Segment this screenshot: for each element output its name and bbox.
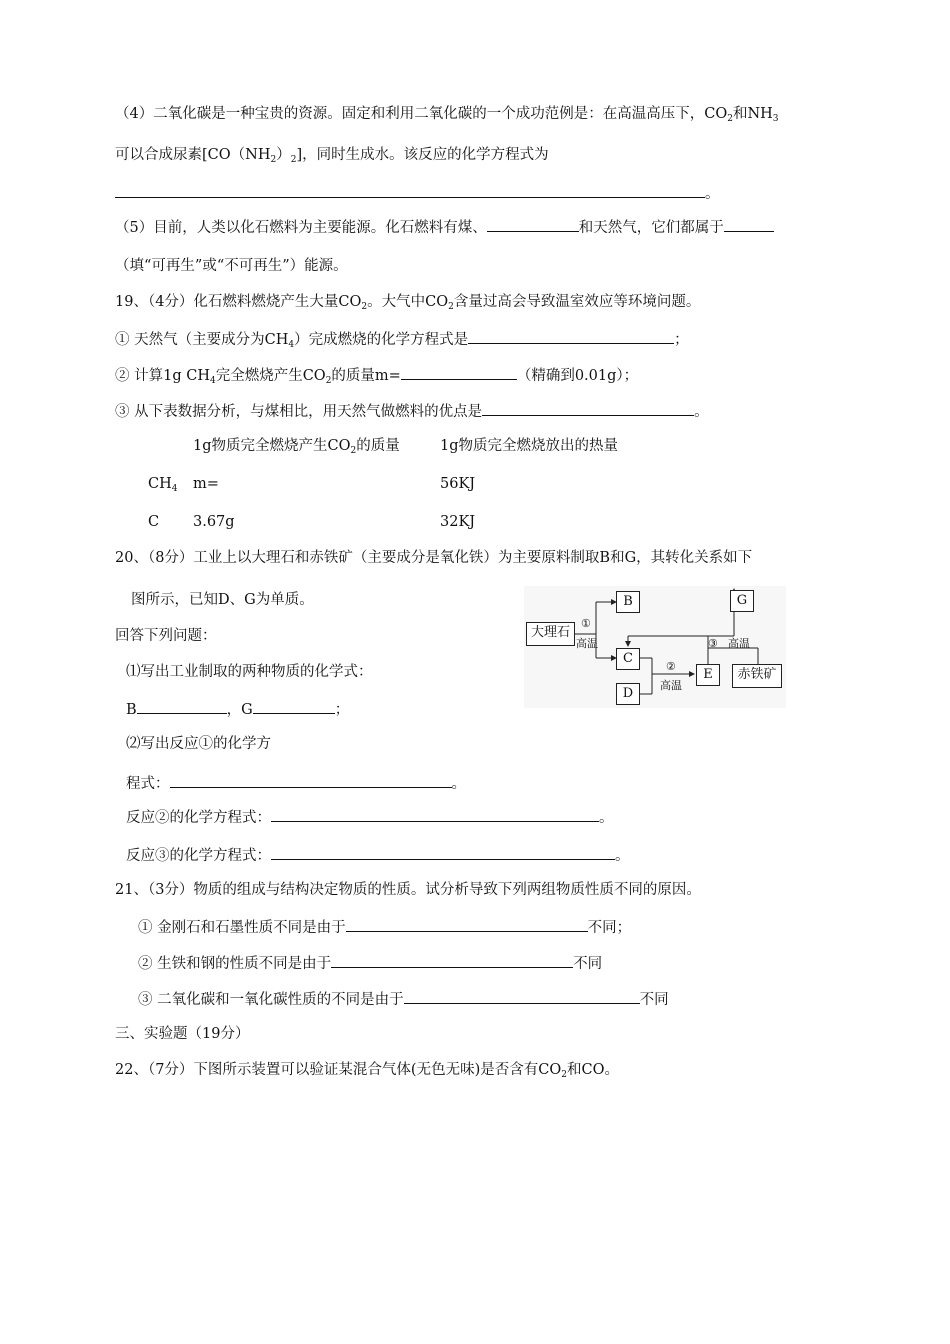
sub: 2: [361, 302, 368, 312]
q21-item3: [138, 988, 669, 1010]
text: 。: [615, 848, 630, 864]
text: ]，同时生成水。该反应的化学方程式为: [296, 147, 549, 163]
answer-blank[interactable]: [468, 328, 674, 344]
q18-p4-line1: [115, 104, 779, 129]
q20-head2: 图所示，已知D、G为单质。: [131, 592, 314, 608]
text: ，G: [226, 702, 253, 718]
q20-s2-eq: [126, 772, 466, 794]
table-row-ch4-heat: 56KJ: [440, 476, 476, 492]
text: ① 天然气（主要成分为CH: [115, 332, 289, 348]
node-g: G: [730, 590, 754, 612]
answer-blank[interactable]: [137, 698, 227, 714]
text: （4）二氧化碳是一种宝贵的资源。固定和利用二氧化碳的一个成功范例是：在高温高压下，CO: [115, 106, 728, 122]
text: 不同: [639, 992, 669, 1008]
text: 含量过高会导致温室效应等环境问题。: [453, 294, 701, 310]
text: 程式：: [126, 776, 170, 792]
q21-item1: [138, 916, 631, 938]
section-3-title: 三、实验题（19分）: [115, 1026, 250, 1042]
text: 的质量m=: [331, 368, 401, 384]
text: 22、（7分）下图所示装置可以验证某混合气体(无色无味)是否含有CO: [115, 1062, 562, 1078]
text: ）: [276, 147, 291, 163]
answer-blank[interactable]: [724, 216, 774, 232]
table-header-heat: [440, 436, 618, 456]
text: （精确到0.01g）；: [516, 368, 639, 384]
text: （填“可再生”或“不可再生”）能源。: [115, 258, 348, 274]
q18-p4-line2: [115, 145, 549, 170]
q18-p4-line3: [115, 182, 720, 204]
node-e: E: [696, 664, 720, 686]
q21-head: 21、（3分）物质的组成与结构决定物质的性质。试分析导致下列两组物质性质不同的原因。: [115, 882, 701, 898]
label-reaction-1: ①: [581, 617, 591, 630]
table-row-c-name: C: [148, 514, 160, 530]
answer-blank[interactable]: [170, 772, 452, 788]
q19-head: [115, 292, 700, 317]
label-reaction-3: ③: [708, 637, 718, 650]
sub: 2: [325, 376, 332, 386]
text: 反应③的化学方程式：: [126, 848, 271, 864]
sub: 2: [350, 446, 357, 456]
answer-blank[interactable]: [346, 916, 588, 932]
answer-blank[interactable]: [487, 216, 579, 232]
sub: 4: [171, 484, 178, 494]
table-row-ch4-mass: m=: [193, 476, 219, 492]
q20-s3: [126, 806, 614, 828]
q19-item2: [115, 364, 638, 391]
text: 和NH: [732, 106, 773, 122]
text: 1g物质完全燃烧产生CO: [193, 438, 351, 454]
text: ① 金刚石和石墨性质不同是由于: [138, 920, 346, 936]
text: ；: [674, 332, 689, 348]
answer-blank[interactable]: [331, 952, 573, 968]
node-hematite: 赤铁矿: [732, 664, 782, 688]
text: ② 计算1g CH: [115, 368, 210, 384]
table-header-mass: [193, 436, 400, 461]
q20-answer: 回答下列问题：: [115, 628, 217, 644]
table-row-c-heat: 32KJ: [440, 514, 476, 530]
text: 不同: [573, 956, 603, 972]
text: 可以合成尿素[CO（NH: [115, 147, 271, 163]
node-b: B: [616, 591, 640, 613]
node-marble: 大理石: [526, 622, 575, 646]
answer-blank[interactable]: [401, 364, 517, 380]
text: B: [126, 702, 137, 718]
text: 的质量: [356, 438, 400, 454]
text: ② 生铁和钢的性质不同是由于: [138, 956, 332, 972]
text: 。大气中CO: [367, 294, 449, 310]
text: ③ 二氧化碳和一氧化碳性质的不同是由于: [138, 992, 404, 1008]
text: 和CO。: [566, 1062, 619, 1078]
text: 。: [705, 186, 720, 202]
answer-blank[interactable]: [253, 698, 335, 714]
label-high-temp-3: 高温: [728, 637, 750, 650]
q20-s1: ⑴写出工业制取的两种物质的化学式：: [126, 664, 373, 680]
text: 完全燃烧产生CO: [215, 368, 326, 384]
text: 。: [599, 810, 614, 826]
q20-s4: [126, 844, 630, 866]
table-row-ch4-name: [148, 474, 177, 499]
table-row-c-mass: 3.67g: [193, 514, 235, 530]
label-reaction-2: ②: [666, 660, 676, 673]
q19-item3: [115, 400, 709, 422]
text: 反应②的化学方程式：: [126, 810, 271, 826]
text: （5）目前，人类以化石燃料为主要能源。化石燃料有煤、: [115, 220, 487, 236]
answer-blank[interactable]: [271, 806, 599, 822]
node-d: D: [616, 683, 640, 705]
answer-blank[interactable]: [271, 844, 615, 860]
conversion-diagram: [524, 586, 786, 708]
label-high-temp-2: 高温: [660, 679, 682, 692]
q18-p5-line1: [115, 216, 774, 238]
sub: 3: [772, 114, 779, 124]
sub: 4: [209, 376, 216, 386]
q20-s1-blanks: [126, 698, 349, 720]
answer-blank[interactable]: [482, 400, 694, 416]
sub: 2: [727, 114, 733, 124]
text: ；: [334, 702, 350, 718]
sub: 2: [290, 155, 297, 165]
q20-head: 20、（8分）工业上以大理石和赤铁矿（主要成分是氧化铁）为主要原料制取B和G，其转化关系如下: [115, 550, 753, 566]
text: CH: [148, 476, 172, 492]
text: ）完成燃烧的化学方程式是: [294, 332, 469, 348]
sub: 2: [561, 1070, 567, 1080]
answer-blank[interactable]: [404, 988, 640, 1004]
q20-s2: ⑵写出反应①的化学方: [126, 736, 271, 752]
text: 不同；: [587, 920, 632, 936]
label-high-temp-1: 高温: [576, 637, 598, 650]
text: ③ 从下表数据分析，与煤相比，用天然气做燃料的优点是: [115, 404, 483, 420]
sub: 2: [448, 302, 454, 312]
sub: 2: [270, 155, 277, 165]
q19-item1: [115, 328, 689, 355]
q18-p5-line2: [115, 256, 348, 276]
q21-item2: [138, 952, 602, 974]
text: 。: [451, 776, 466, 792]
q22-head: [115, 1060, 619, 1085]
answer-blank[interactable]: [115, 182, 705, 198]
text: 1g物质完全燃烧放出的热量: [440, 438, 619, 454]
text: 。: [694, 404, 709, 420]
text: 和天然气，它们都属于: [578, 220, 724, 236]
sub: 4: [288, 340, 295, 350]
text: 19、（4分）化石燃料燃烧产生大量CO: [115, 294, 362, 310]
node-c: C: [616, 648, 640, 670]
